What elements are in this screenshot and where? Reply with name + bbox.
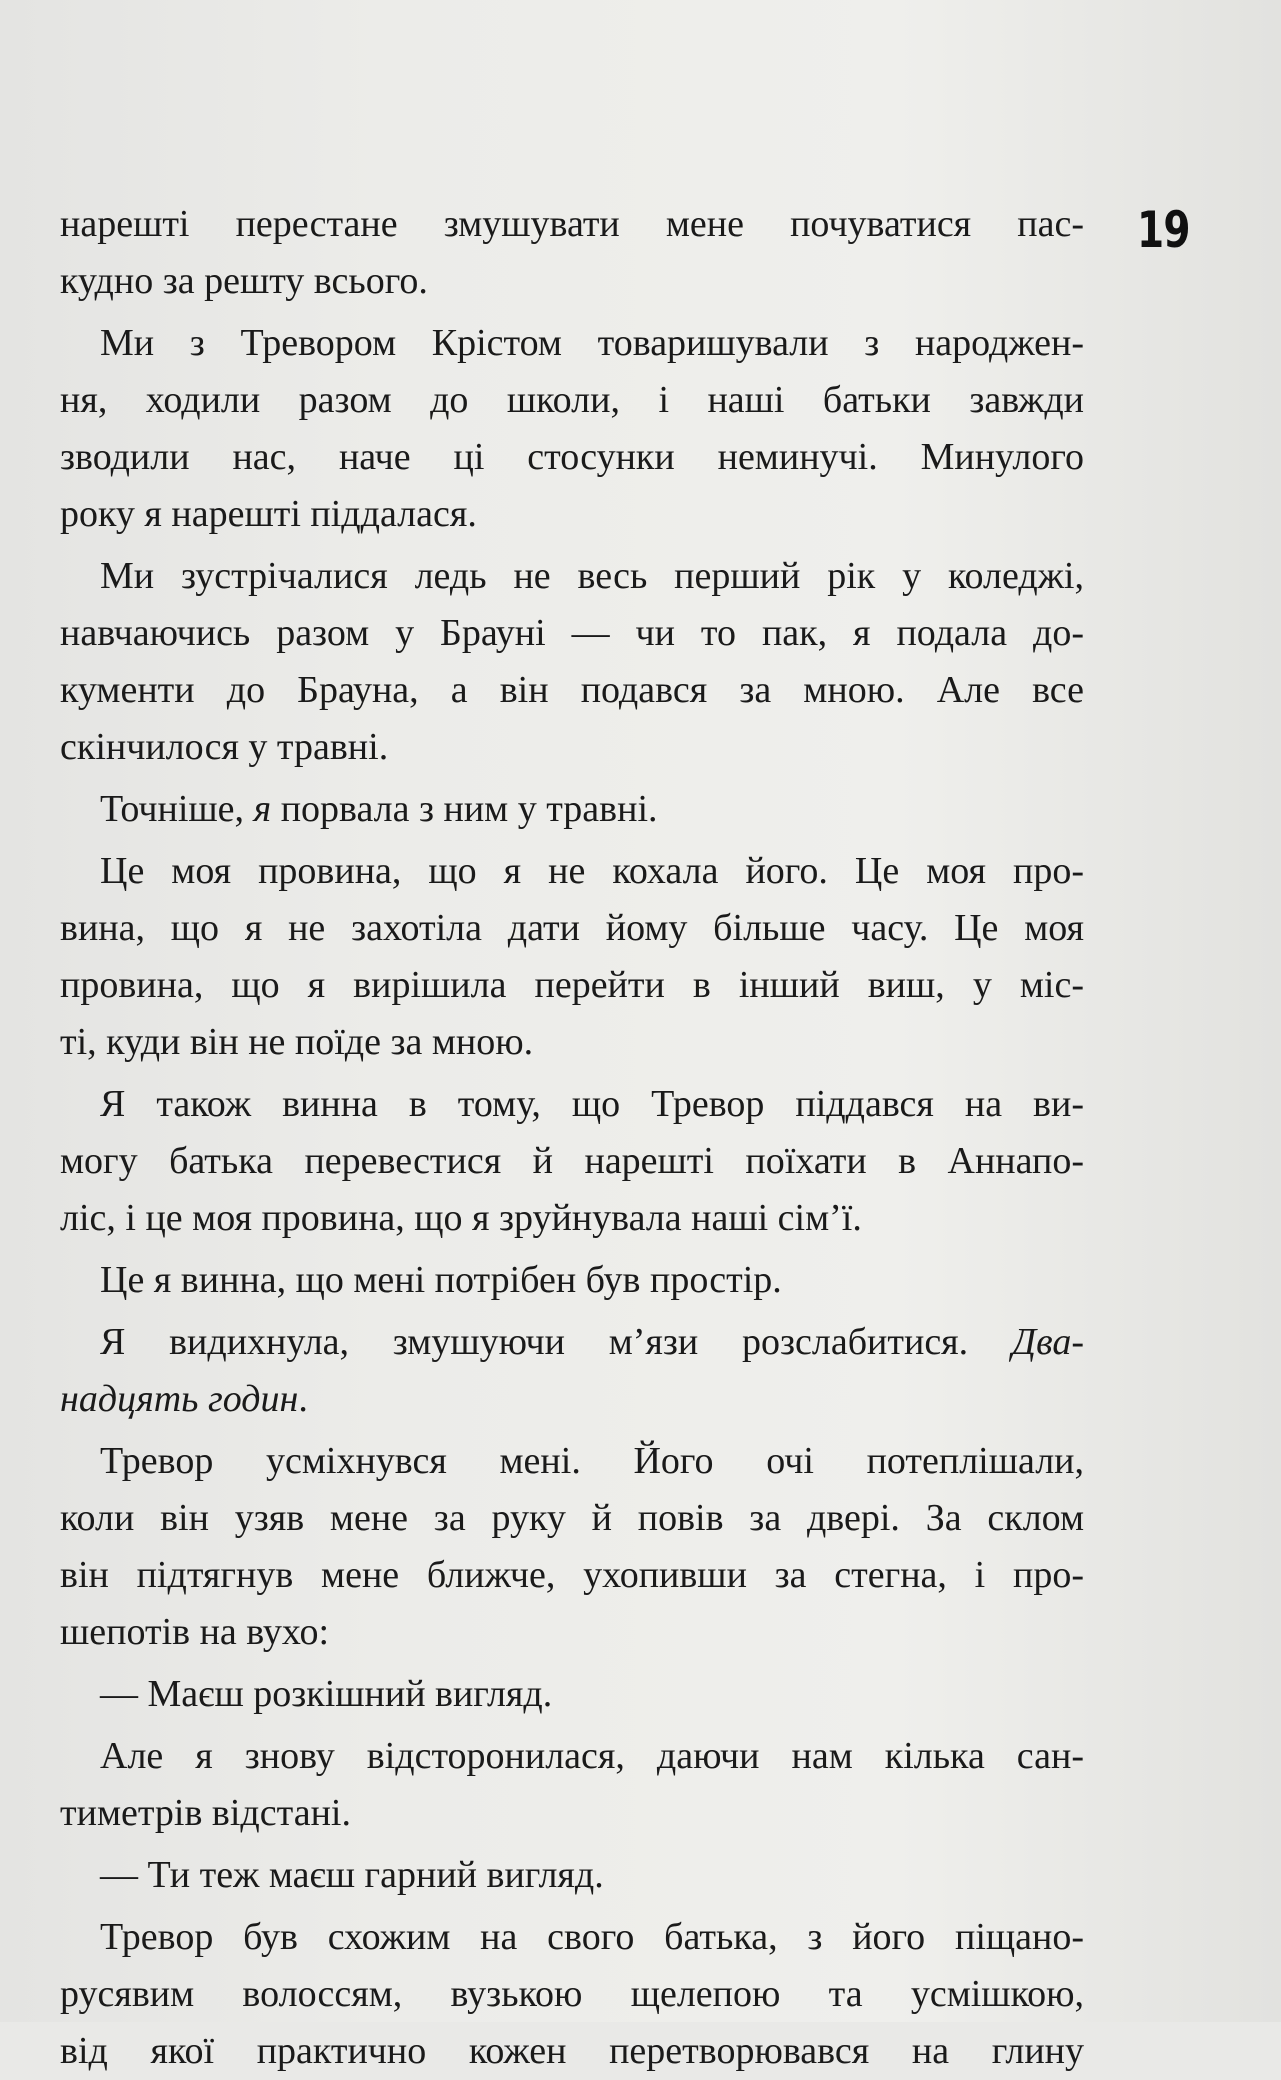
text-line: Ми з Тревором Крістом товаришували з народжен- <box>100 322 1084 364</box>
emphasis-text: я <box>253 788 272 830</box>
text-line: — Маєш розкішний вигляд. <box>100 1673 553 1715</box>
text-line: провина, що я вирішила перейти в інший виш, у міс- <box>60 964 1084 1006</box>
text-line: Це я винна, що мені потрібен був простір. <box>100 1259 782 1301</box>
text-line: вина, що я не захотіла дати йому більше часу. Це моя <box>60 907 1084 949</box>
text-line: скінчилося у травні. <box>60 726 389 768</box>
text-line: Я також винна в тому, що Тревор піддався на ви- <box>100 1083 1084 1125</box>
text-line: він підтягнув мене ближче, ухопивши за стегна, і про- <box>60 1554 1084 1596</box>
text-line: Тревор був схожим на свого батька, з його піщано- <box>100 1916 1084 1958</box>
text-line: ня, ходили разом до школи, і наші батьки завжди <box>60 379 1084 421</box>
text-line: від якої практично кожен перетворювався на глину <box>60 2030 1084 2072</box>
text-line: шепотів на вухо: <box>60 1611 330 1653</box>
text-line: тиметрів відстані. <box>60 1792 351 1834</box>
text-line: ті, куди він не поїде за мною. <box>60 1021 534 1063</box>
emphasis-text: Два- <box>1011 1321 1084 1363</box>
text-line: Але я знову відсторонилася, даючи нам кілька сан- <box>100 1735 1084 1777</box>
text-line: ліс, і це моя провина, що я зруйнувала наші сім’ї. <box>60 1197 862 1239</box>
text-line: навчаючись разом у Брауні — чи то пак, я подала до- <box>60 612 1084 654</box>
text-line: Ми зустрічалися ледь не весь перший рік у коледжі, <box>100 555 1084 597</box>
text-run: Я видихнула, змушуючи м’язи розслабитися. <box>100 1321 1012 1363</box>
text-line: зводили нас, наче ці стосунки неминучі. Минулого <box>60 436 1084 478</box>
text-line: русявим волоссям, вузькою щелепою та усмішкою, <box>60 1973 1084 2015</box>
text-line <box>60 781 1084 838</box>
text-line: Це моя провина, що я не кохала його. Це моя про- <box>100 850 1084 892</box>
text-line: кументи до Брауна, а він подався за мною. Але все <box>60 669 1084 711</box>
emphasis-text: надцять годин <box>60 1378 299 1420</box>
body-text <box>60 196 1084 2080</box>
text-line <box>60 1371 1084 1428</box>
text-run: . <box>298 1378 308 1420</box>
text-line: — Ти теж маєш гарний вигляд. <box>100 1854 604 1896</box>
text-line: нарешті перестане змушувати мене почуватися пас- <box>60 203 1084 245</box>
text-line: кудно за решту всього. <box>60 260 428 302</box>
text-run: Точніше, <box>100 788 254 830</box>
text-run: порвала з ним у травні. <box>271 788 658 830</box>
text-line: року я нарешті піддалася. <box>60 493 477 535</box>
text-line: коли він узяв мене за руку й повів за двері. За склом <box>60 1497 1084 1539</box>
text-line: Тревор усміхнувся мені. Його очі потеплішали, <box>100 1440 1084 1482</box>
text-line: могу батька перевестися й нарешті поїхати в Аннапо- <box>60 1140 1084 1182</box>
page-number: 19 <box>1137 201 1190 259</box>
text-line <box>60 1314 1084 1371</box>
